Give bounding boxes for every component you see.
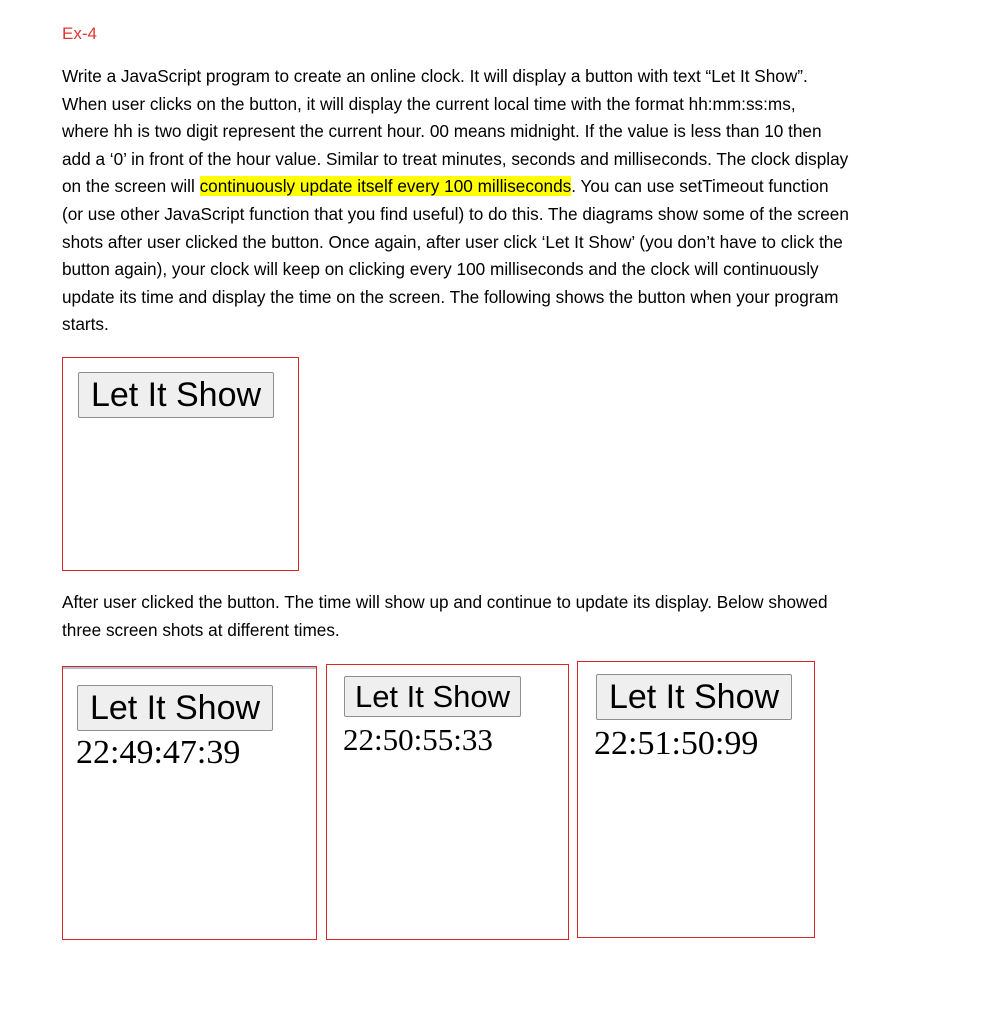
intro-line-prefix: on the screen will [62,176,200,197]
let-it-show-button[interactable]: Let It Show [344,676,521,717]
intro-line: button again), your clock will keep on clicking every 100 milliseconds and the clock will continuously [62,259,819,280]
intro-line: (or use other JavaScript function that you find useful) to do this. The diagrams show some of the screen [62,203,849,224]
clock-time-display: 22:51:50:99 [594,725,759,762]
intro-line: add a ‘0’ in front of the hour value. Similar to treat minutes, seconds and milliseconds. The clock display [62,148,849,169]
after-click-paragraph [62,589,962,644]
exercise-heading: Ex-4 [62,24,97,43]
intro-line: When user clicks on the button, it will display the current local time with the format hh:mm:ss:ms, [62,93,796,114]
intro-line: where hh is two digit represent the current hour. 00 means midnight. If the value is less than 10 then [62,121,822,142]
intro-line-with-highlight [62,173,962,201]
intro-line: shots after user clicked the button. Once again, after user click ‘Let It Show’ (you don’t have to click the [62,231,843,252]
intro-line: Write a JavaScript program to create an online clock. It will display a button with text “Let It Show”. [62,66,808,86]
after-click-line: three screen shots at different times. [62,619,340,640]
intro-line: update its time and display the time on the screen. The following shows the button when your program [62,286,839,307]
clock-time-display: 22:49:47:39 [76,734,241,771]
clock-time-display: 22:50:55:33 [343,722,493,757]
screenshot-top-edge [63,667,316,669]
let-it-show-button[interactable]: Let It Show [78,372,274,418]
let-it-show-button[interactable]: Let It Show [596,674,792,720]
clock-screenshot-3 [577,661,815,938]
after-click-line: After user clicked the button. The time will show up and continue to update its display. Below showed [62,592,828,612]
intro-line-suffix: . You can use setTimeout function [571,176,829,197]
intro-paragraph [62,63,962,339]
clock-screenshot-1 [62,666,317,940]
intro-line: starts. [62,314,109,335]
highlighted-text: continuously update itself every 100 milliseconds [199,176,572,197]
clock-screenshot-2 [326,664,569,940]
let-it-show-button[interactable]: Let It Show [77,685,273,731]
initial-screenshot-frame [62,357,299,571]
